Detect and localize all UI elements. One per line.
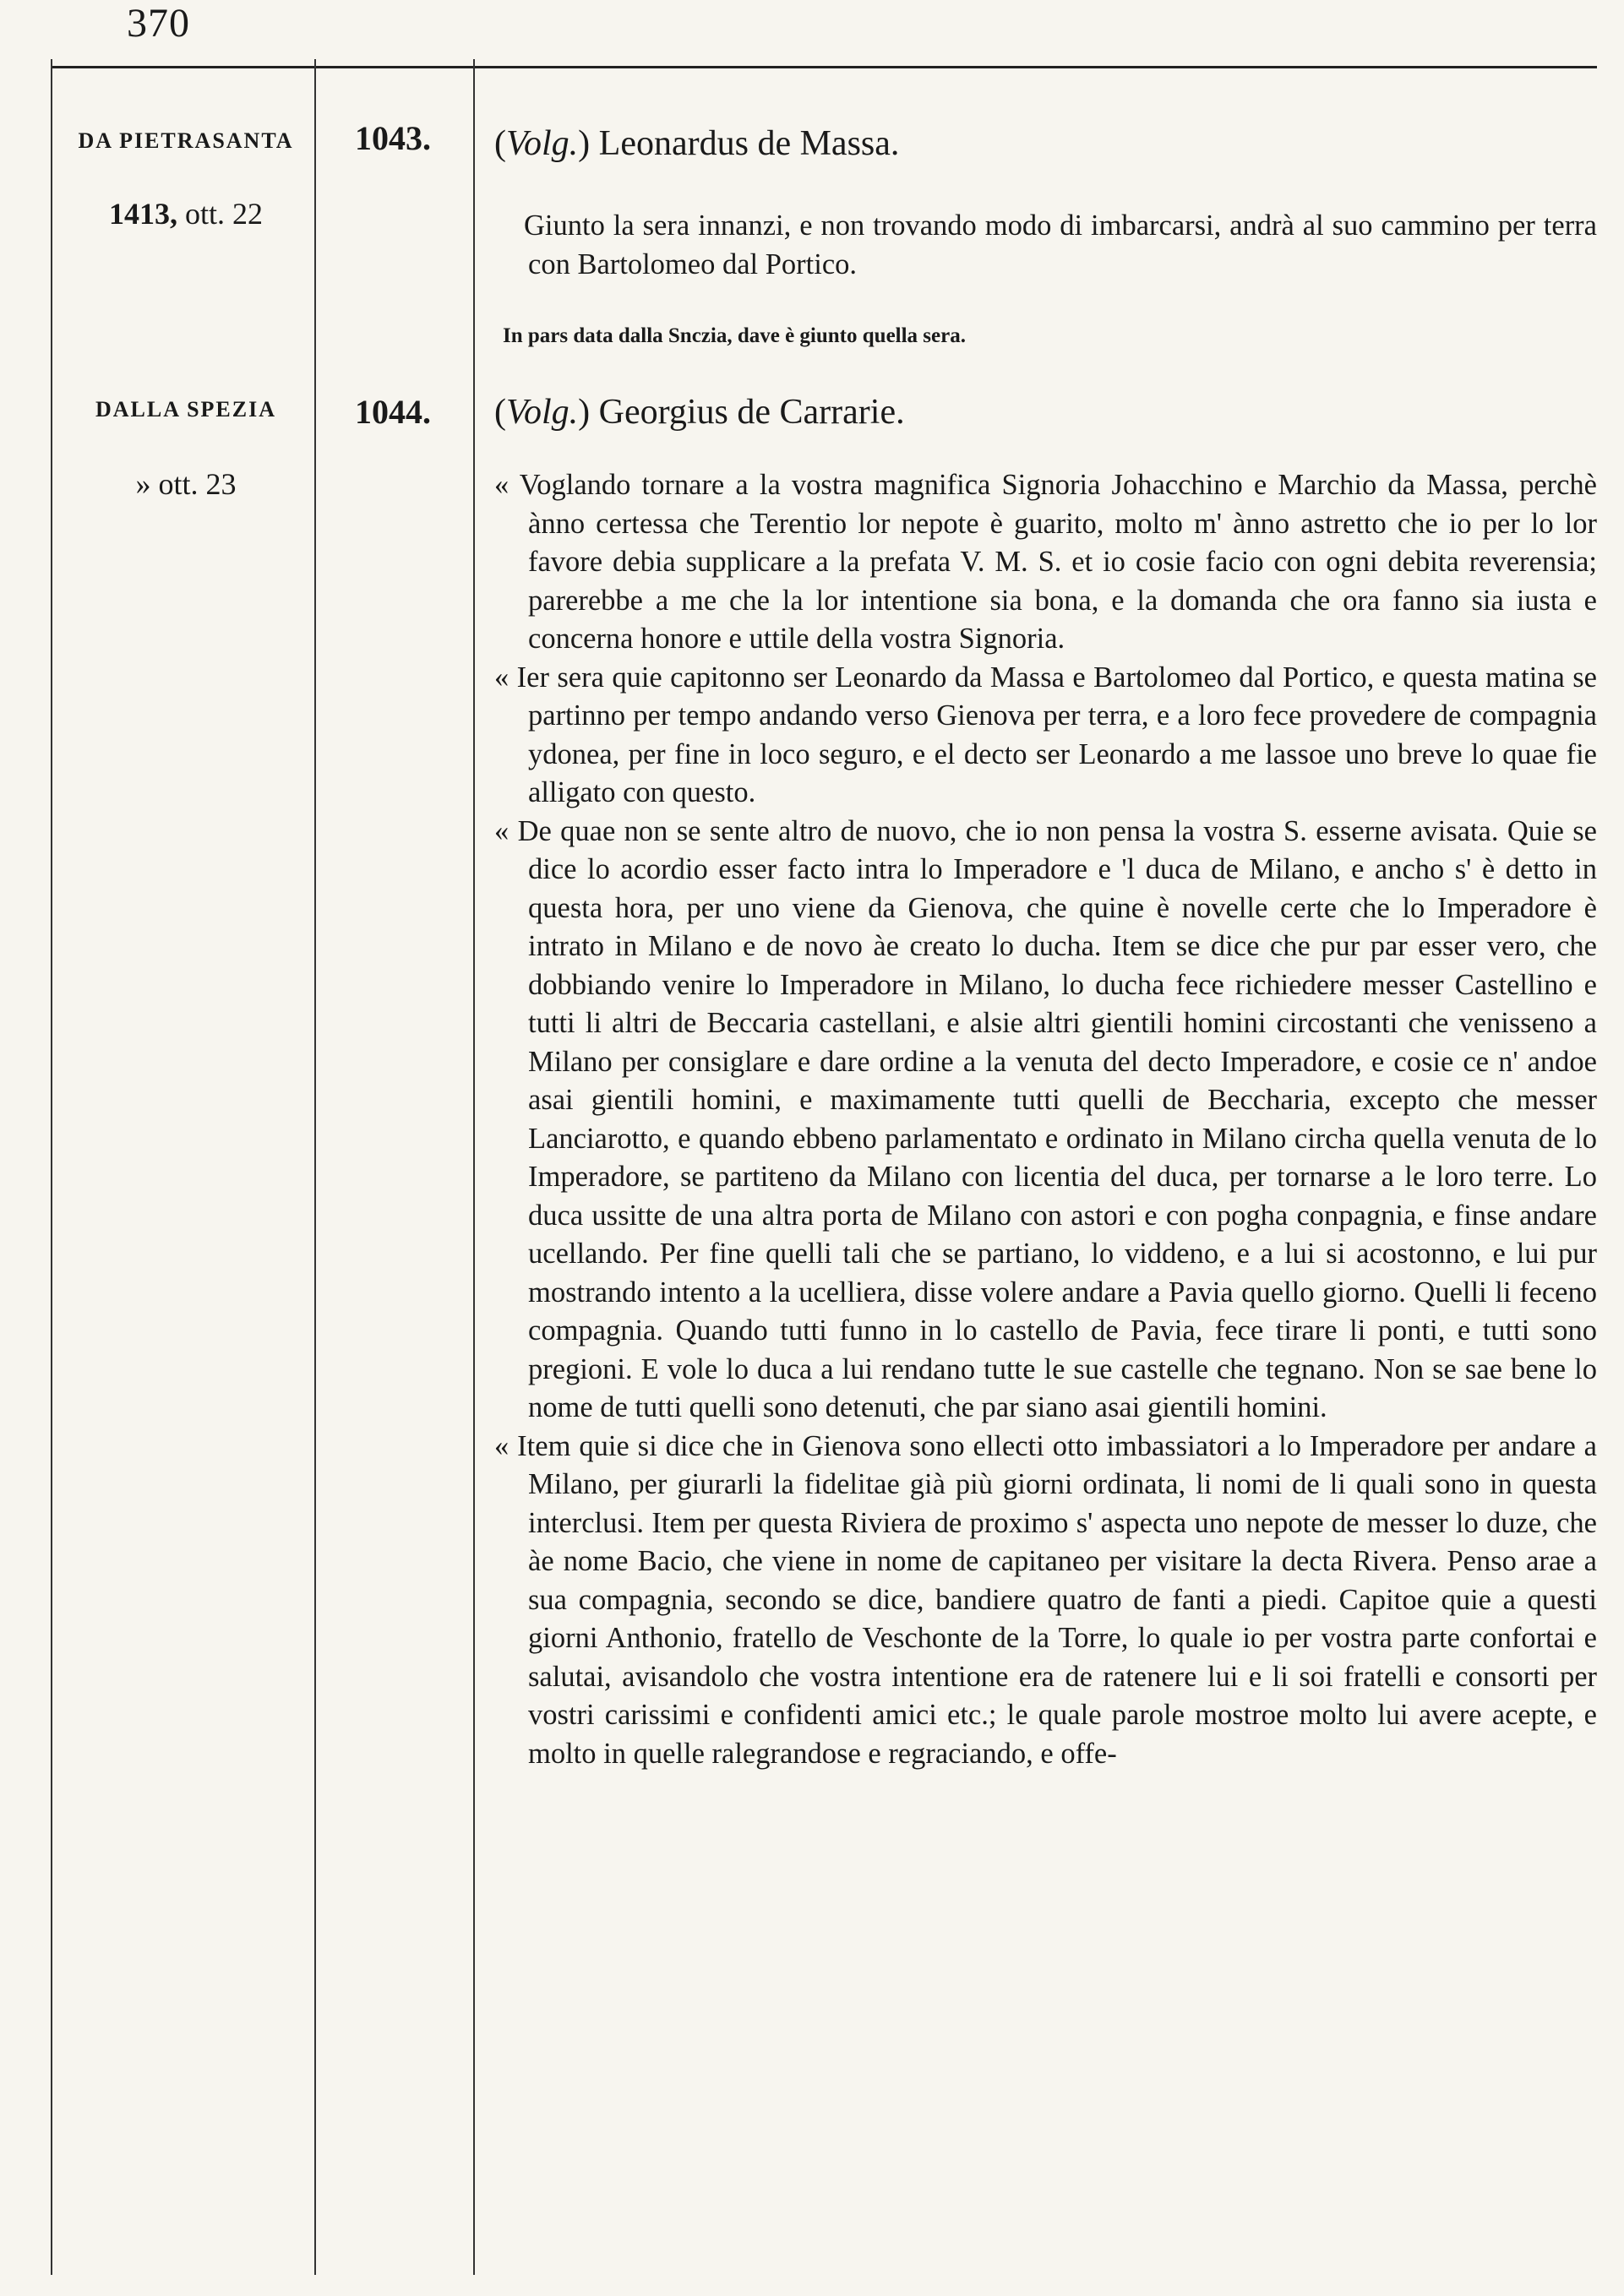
entry-number: 1043. xyxy=(355,119,431,157)
paragraph: « De quae non se sente altro de nuovo, che io non pensa la vostra S. esserne avisata. Quie se dice lo acordio esser facto intra lo Imperadore e 'l duca de Milano, e ancho s' è detto in questa hora, per uno viene da Gienova, che quine è novelle certe che lo Imperadore è intrato in Milano e de novo àe creato lo ducha. Item se dice che pur par esser vero, che dobbiando venire lo Imperadore in Milano, lo ducha fece richiedere messer Castellino e tutti li altri de Beccaria castellani, e alsie altri gientili homini circostanti che venisseno a Milano per consiglare e dare ordine a la venuta del decto Imperadore, e cosie ce n' andoe asai gientili homini, e maximamente tutti quelli de Beccharia, excepto che messer Lanciarotto, e quando ebbeno parlamentato e ordinato in Milano circha quella venuta de lo Imperadore, se partiteno da Milano con licentia del duca, per tornarse a le loro terre. Lo duca ussitte de una altra porta de Milano con astori e con pogha conpagnia, e finse andare ucellando. Per fine quelli tali che se partiano, lo viddeno, e a lui si acostonno, e lui pur mostrando intento a la ucelliera, disse volere andare a Pavia quello giorno. Quelli li feceno compagnia. Quando tutti funno in lo castello de Pavia, fece tirare li ponti, e tutti sono pregioni. E vole lo duca a lui rendano tutte le sue castelle che tegnano. Non se sae bene lo nome de tutti quelli sono detenuti, che par siano asai gientili homini. xyxy=(494,814,1597,1423)
entry-body xyxy=(494,466,1597,1773)
paragraph: « Voglando tornare a la vostra magnifica Signoria Johacchino e Marchio da Massa, perchè ànno certessa che Terentio lor nepote è guarito, molto m' ànno astretto che io per lo lor favore debia supplicare a la prefata V. M. S. et io cosie facio con ogni debita reverensia; parerebbe a me che la lor intentione sia bona, e la domanda che ora fanno sia iusta e concerna honore e uttile della vostra Signoria. xyxy=(494,469,1597,655)
entry-year: 1413, xyxy=(108,197,177,231)
column-divider xyxy=(314,59,316,2275)
volg-label: Volg. xyxy=(506,124,579,163)
entry-place: DA PIETRASANTA xyxy=(78,128,294,153)
author-name: Georgius de Carrarie. xyxy=(598,393,905,432)
paragraph: « Item quie si dice che in Gienova sono ellecti otto imbassiatori a lo Imperadore per andare a Milano, per giurarli la fidelitae già più giorni ordinata, li nomi de li quali sono in questa interclusi. Item per questa Riviera de proximo s' aspecta uno nepote de messer lo duze, che àe nome Bacio, che viene in nome de capitaneo per visitare la decta Rivera. Penso arae a sua compagnia, secondo se dice, bandiere quatro de fanti a piedi. Capitoe quie a questi giorni Anthonio, fratello de Veschonte de la Torre, lo quale io per vostra parte confortai e salutai, avisandolo che vostra intentione era de ratenere lui e li soi fratelli e consorti per vostri carissimi e confidenti amici etc.; le quale parole mostroe molto lui avere acepte, e molto in quelle ralegrandose e regraciando, e offe- xyxy=(494,1429,1597,1770)
column-divider xyxy=(473,59,475,2275)
paragraph: Giunto la sera innanzi, e non trovando modo di imbarcarsi, andrà al suo cammino per terra con Bartolomeo dal Portico. xyxy=(524,209,1597,280)
entry-number: 1044. xyxy=(355,393,431,431)
page-number: 370 xyxy=(127,1,190,46)
header-rule xyxy=(51,66,1597,68)
volg-label: Volg. xyxy=(506,393,579,432)
author-name: Leonardus de Massa. xyxy=(598,124,900,163)
entry-date xyxy=(68,196,304,231)
entry-heading: (Volg.) Leonardus de Massa. xyxy=(494,124,900,163)
entry-heading: (Volg.) Georgius de Carrarie. xyxy=(494,393,905,432)
entry-day: ott. 22 xyxy=(184,197,263,231)
entry-date: » ott. 23 xyxy=(135,467,237,501)
entry-place: DALLA SPEZIA xyxy=(95,397,276,422)
entry-note: In pars data dalla Snczia, dave è giunto quella sera. xyxy=(503,324,966,347)
entry-body xyxy=(494,207,1597,284)
column-divider xyxy=(51,59,52,2275)
paragraph: « Ier sera quie capitonno ser Leonardo da Massa e Bartolomeo dal Portico, e questa matina se partinno per tempo andando verso Gienova per terra, e a loro fece provedere de compagnia ydonea, per fine in loco seguro, e el decto ser Leonardo a me lassoe uno breve lo quae fie alligato con questo. xyxy=(494,661,1597,808)
